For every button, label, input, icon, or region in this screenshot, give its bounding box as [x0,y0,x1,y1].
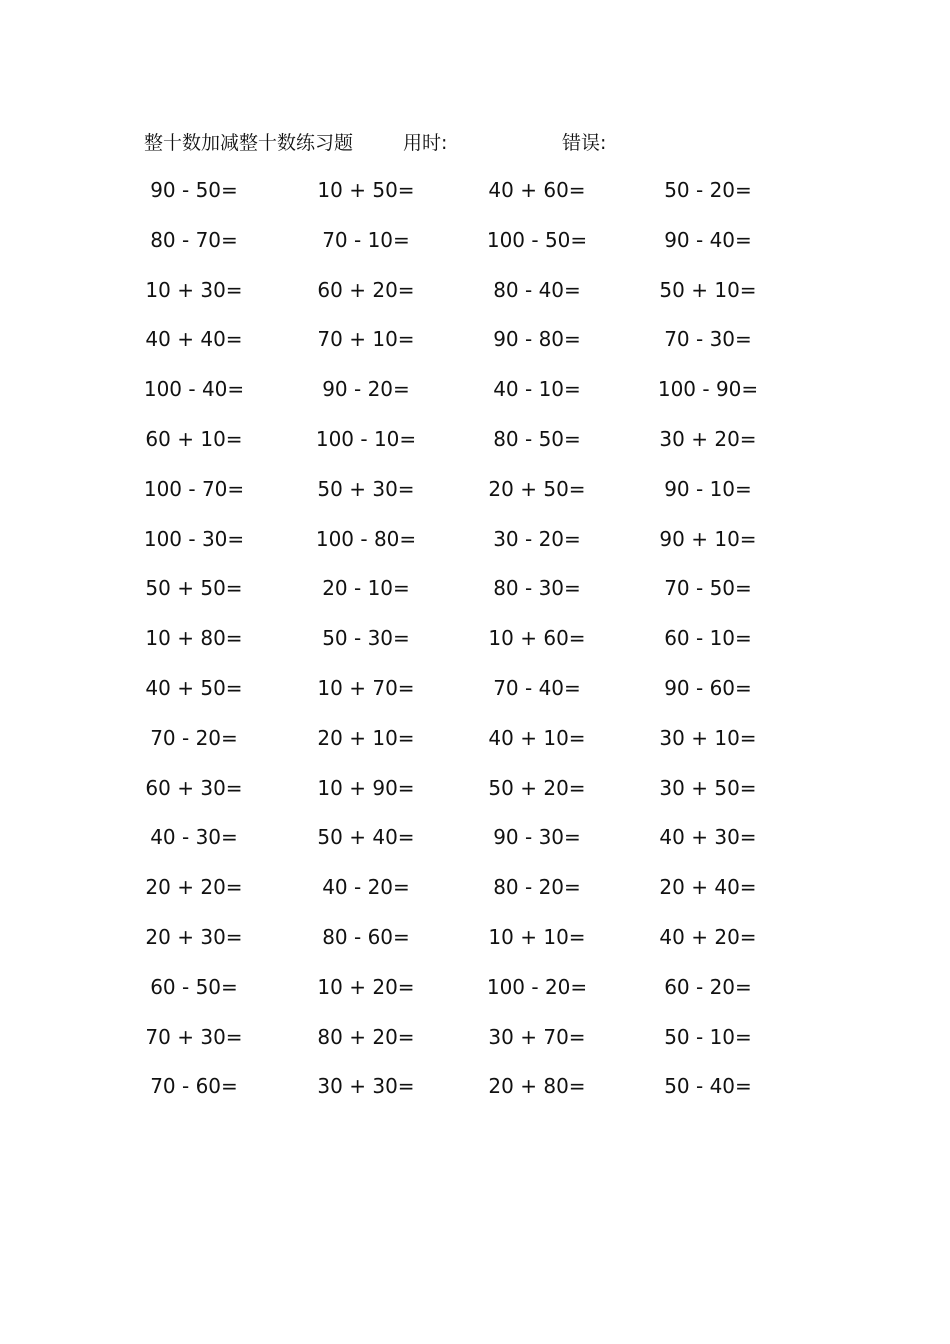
math-problem: 30 + 50= [659,775,757,800]
math-problem: 10 + 50= [317,178,415,202]
math-problem: 40 - 30= [150,825,238,850]
math-problem: 100 - 50= [486,227,588,252]
math-problem: 100 - 20= [486,974,588,999]
problem-row [0,473,950,523]
math-problem: 70 - 30= [664,327,752,352]
math-problem: 10 + 10= [488,924,586,949]
problem-row [0,672,950,722]
problem-grid [0,174,950,1120]
problem-row [0,423,950,473]
math-problem: 50 - 40= [664,1074,752,1099]
math-problem: 20 - 10= [322,576,410,601]
math-problem: 90 - 60= [664,675,752,700]
problem-row [0,921,950,971]
problem-row [0,274,950,324]
math-problem: 80 + 20= [317,1024,415,1049]
math-problem: 90 - 30= [493,825,581,850]
math-problem: 80 - 50= [493,426,581,451]
math-problem: 30 - 20= [493,526,581,551]
math-problem: 40 + 40= [145,327,243,352]
math-problem: 40 + 20= [659,924,757,949]
math-problem: 10 + 60= [488,626,586,651]
math-problem: 20 + 10= [317,725,415,750]
math-problem: 50 + 10= [659,277,757,302]
math-problem: 70 - 50= [664,576,752,601]
math-problem: 60 + 10= [145,426,243,451]
math-problem: 60 - 50= [150,974,238,999]
math-problem: 50 - 10= [664,1024,752,1049]
problem-row [0,622,950,672]
problem-row [0,523,950,573]
problem-row [0,1021,950,1071]
math-problem: 30 + 30= [317,1074,415,1099]
math-problem: 80 - 40= [493,277,581,302]
math-problem: 70 + 30= [145,1024,243,1049]
math-problem: 100 - 80= [315,526,417,551]
math-problem: 30 + 10= [659,725,757,750]
problem-row [0,572,950,622]
worksheet-header [0,128,950,156]
math-problem: 30 + 70= [488,1024,586,1049]
math-problem: 10 + 90= [317,775,415,800]
math-problem: 10 + 80= [145,626,243,651]
math-problem: 60 - 10= [664,626,752,651]
problem-row [0,1070,950,1120]
problem-row [0,772,950,822]
math-problem: 50 + 30= [317,476,415,501]
problem-row [0,871,950,921]
math-problem: 20 + 80= [488,1074,586,1099]
math-problem: 50 + 50= [145,576,243,601]
problem-row [0,224,950,274]
math-problem: 40 - 10= [493,377,581,402]
worksheet-title: 整十数加减整十数练习题 [144,132,354,154]
math-problem: 60 + 30= [145,775,243,800]
problem-row [0,722,950,772]
math-problem: 80 - 70= [150,227,238,252]
problem-row [0,323,950,373]
math-problem: 10 + 30= [145,277,243,302]
math-problem: 70 - 40= [493,675,581,700]
error-count-label: 错误: [562,132,607,154]
math-problem: 70 - 60= [150,1074,238,1099]
math-problem: 90 - 10= [664,476,752,501]
math-problem: 70 + 10= [317,327,415,352]
math-problem: 60 + 20= [317,277,415,302]
math-problem: 50 + 20= [488,775,586,800]
math-problem: 40 + 50= [145,675,243,700]
math-problem: 90 - 50= [150,178,238,202]
math-problem: 40 + 30= [659,825,757,850]
math-problem: 80 - 30= [493,576,581,601]
math-problem: 50 - 30= [322,626,410,651]
math-problem: 40 - 20= [322,875,410,900]
math-problem: 20 + 30= [145,924,243,949]
math-problem: 20 + 40= [659,875,757,900]
math-problem: 90 - 40= [664,227,752,252]
math-problem: 50 - 20= [664,178,752,202]
math-problem: 100 - 40= [143,377,245,402]
math-problem: 40 + 10= [488,725,586,750]
math-problem: 20 + 50= [488,476,586,501]
math-problem: 100 - 10= [315,426,417,451]
math-problem: 80 - 20= [493,875,581,900]
math-problem: 50 + 40= [317,825,415,850]
math-problem: 30 + 20= [659,426,757,451]
math-problem: 70 - 10= [322,227,410,252]
math-problem: 90 - 80= [493,327,581,352]
math-problem: 100 - 70= [143,476,245,501]
problem-row [0,174,950,224]
math-problem: 80 - 60= [322,924,410,949]
math-problem: 10 + 20= [317,974,415,999]
time-used-label: 用时: [403,132,448,154]
math-problem: 60 - 20= [664,974,752,999]
problem-row [0,373,950,423]
math-problem: 90 - 20= [322,377,410,402]
math-problem: 70 - 20= [150,725,238,750]
math-problem: 100 - 30= [143,526,245,551]
math-problem: 40 + 60= [488,178,586,202]
math-problem: 20 + 20= [145,875,243,900]
math-problem: 100 - 90= [657,377,759,402]
problem-row [0,821,950,871]
math-problem: 10 + 70= [317,675,415,700]
problem-row [0,971,950,1021]
math-problem: 90 + 10= [659,526,757,551]
